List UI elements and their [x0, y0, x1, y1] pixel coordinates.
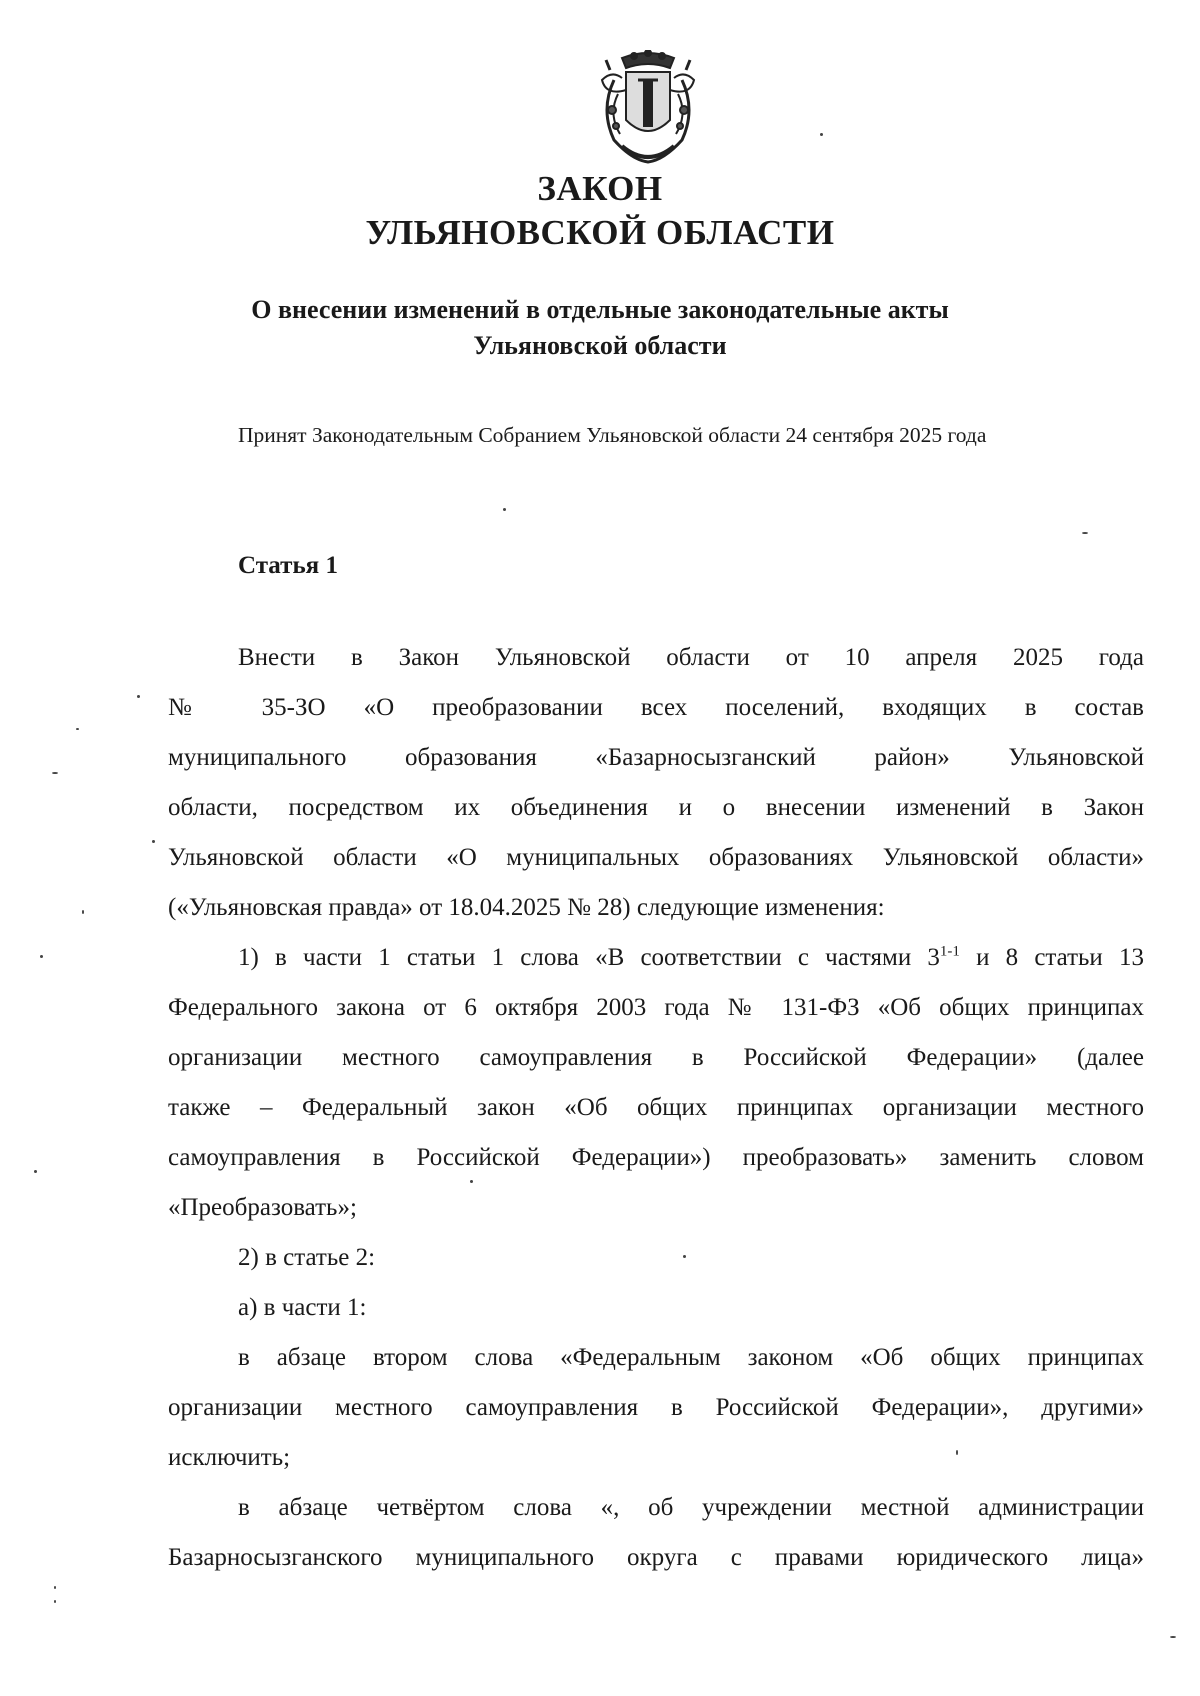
body-line: а) в части 1:: [238, 1294, 367, 1321]
body-line: в абзаце четвёртом слова «, об учреждении местной администрации: [238, 1494, 1144, 1521]
scan-speck: [1082, 532, 1088, 534]
article-heading: Статья 1: [238, 552, 338, 579]
law-title: ЗАКОН: [537, 169, 663, 208]
body-line: («Ульяновская правда» от 18.04.2025 № 28) следующие изменения:: [168, 894, 885, 921]
body-line: области, посредством их объединения и о внесении изменений в Закон: [168, 794, 1144, 821]
body-line: [238, 942, 1144, 974]
scan-speck: [82, 910, 84, 914]
body-text: и 8 статьи 13: [959, 944, 1144, 971]
body-line: Ульяновской области «О муниципальных образованиях Ульяновской области»: [168, 844, 1144, 871]
scan-speck: [820, 133, 823, 136]
adoption-note: Принят Законодательным Собранием Ульяновской области 24 сентября 2025 года: [238, 423, 987, 447]
body-line: № 35-ЗО «О преобразовании всех поселений, входящих в состав: [168, 694, 1144, 721]
scan-speck: [683, 1255, 686, 1258]
body-line: «Преобразовать»;: [168, 1194, 357, 1221]
body-line: в абзаце втором слова «Федеральным законом «Об общих принципах: [238, 1344, 1144, 1371]
law-subject-line-1: О внесении изменений в отдельные законодательные акты: [251, 295, 949, 324]
scan-speck: [40, 955, 43, 958]
body-line: муниципального образования «Базарносызганский район» Ульяновской: [168, 744, 1144, 771]
body-line: 2) в статье 2:: [238, 1244, 376, 1271]
body-line: также – Федеральный закон «Об общих принципах организации местного: [168, 1094, 1144, 1121]
body-line: самоуправления в Российской Федерации») преобразовать» заменить словом: [168, 1144, 1144, 1171]
scan-speck: [34, 1170, 37, 1173]
region-title: УЛЬЯНОВСКОЙ ОБЛАСТИ: [365, 213, 835, 252]
body-line: организации местного самоуправления в Российской Федерации» (далее: [168, 1044, 1144, 1071]
body-line: Внести в Закон Ульяновской области от 10 апреля 2025 года: [238, 644, 1144, 671]
body-line: Базарносызганского муниципального округа с правами юридического лица»: [168, 1544, 1144, 1571]
superscript: 1-1: [939, 943, 960, 960]
body-line: Федерального закона от 6 октября 2003 года № 131-ФЗ «Об общих принципах: [168, 994, 1144, 1021]
scan-speck: [503, 508, 506, 511]
scan-speck: [956, 1450, 958, 1455]
scan-speck: [470, 1180, 473, 1183]
law-subject-line-2: Ульяновской области: [473, 331, 727, 360]
scan-speck: [54, 1586, 56, 1589]
coat-of-arms-icon: [592, 50, 704, 168]
scan-speck: [137, 695, 140, 698]
scan-speck: [1170, 1636, 1176, 1638]
scan-speck: [54, 1600, 56, 1603]
scan-speck: [52, 772, 58, 774]
scan-speck: [152, 840, 155, 843]
body-line: исключить;: [168, 1444, 291, 1471]
scan-speck: [76, 728, 79, 730]
body-line: организации местного самоуправления в Российской Федерации», другими»: [168, 1394, 1144, 1421]
body-text: 1) в части 1 статьи 1 слова «В соответствии с частями 3: [238, 944, 940, 971]
